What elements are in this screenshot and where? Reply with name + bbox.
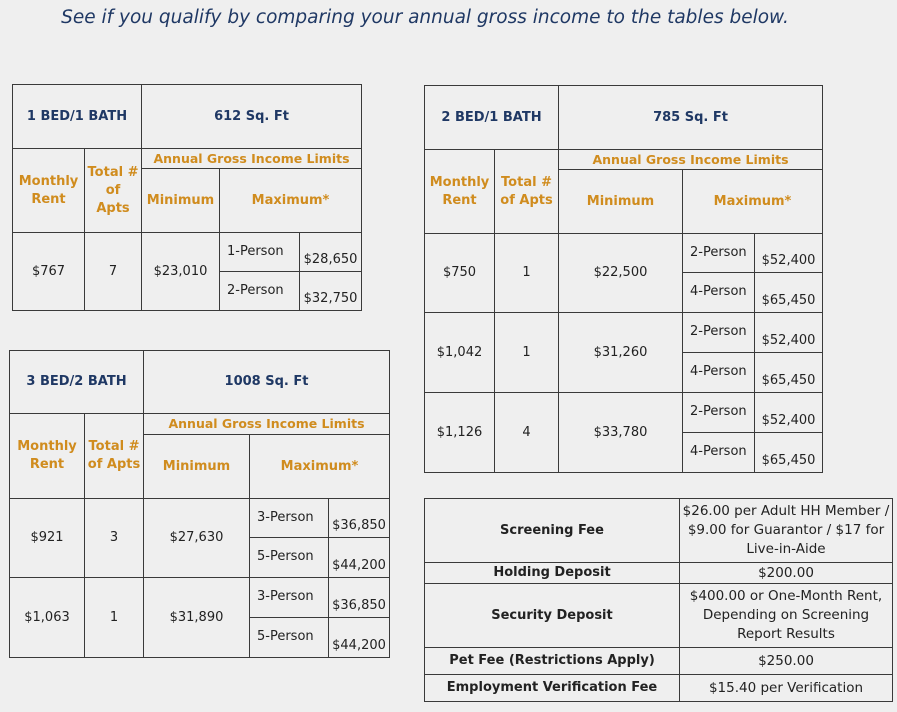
minimum-header: Minimum (559, 170, 683, 234)
unit-sqft: 612 Sq. Ft (142, 85, 362, 149)
max-income: $44,200 (329, 618, 390, 658)
fee-value: $26.00 per Adult HH Member / $9.00 for Guarantor / $17 for Live-in-Aide (680, 499, 893, 563)
fee-value: $15.40 per Verification (680, 675, 893, 702)
max-income: $65,450 (755, 273, 823, 313)
fees-table (424, 498, 893, 702)
max-income: $36,850 (329, 578, 390, 618)
unit-sqft: 1008 Sq. Ft (144, 351, 390, 414)
household-size: 4-Person (683, 353, 755, 393)
agi-limits-header: Annual Gross Income Limits (559, 150, 823, 170)
monthly-rent-header: Monthly Rent (10, 414, 85, 499)
household-size: 4-Person (683, 433, 755, 473)
min-cell: $33,780 (559, 393, 683, 473)
total-apts-header: Total # of Apts (495, 150, 559, 234)
min-cell: $22,500 (559, 234, 683, 313)
household-size: 5-Person (250, 618, 329, 658)
max-income: $52,400 (755, 313, 823, 353)
unit-type: 2 BED/1 BATH (425, 86, 559, 150)
apts-cell: 4 (495, 393, 559, 473)
max-income: $28,650 (300, 233, 362, 272)
agi-limits-header: Annual Gross Income Limits (142, 149, 362, 169)
rent-cell: $1,042 (425, 313, 495, 393)
household-size: 5-Person (250, 538, 329, 578)
total-apts-header: Total # of Apts (85, 149, 142, 233)
household-size: 1-Person (220, 233, 300, 272)
rent-cell: $750 (425, 234, 495, 313)
max-income: $32,750 (300, 272, 362, 311)
rent-cell: $1,063 (10, 578, 85, 658)
fee-label: Screening Fee (425, 499, 680, 563)
maximum-header: Maximum* (220, 169, 362, 233)
rent-cell: $921 (10, 499, 85, 578)
household-size: 2-Person (683, 234, 755, 273)
max-income: $36,850 (329, 499, 390, 538)
monthly-rent-header: Monthly Rent (425, 150, 495, 234)
fee-label: Holding Deposit (425, 563, 680, 584)
apts-cell: 3 (85, 499, 144, 578)
max-income: $65,450 (755, 433, 823, 473)
fee-label: Security Deposit (425, 584, 680, 648)
fee-label: Pet Fee (Restrictions Apply) (425, 648, 680, 675)
fee-value: $400.00 or One-Month Rent, Depending on Screening Report Results (680, 584, 893, 648)
fee-value: $250.00 (680, 648, 893, 675)
monthly-rent-header: Monthly Rent (13, 149, 85, 233)
max-income: $44,200 (329, 538, 390, 578)
table-1bed (12, 84, 362, 311)
household-size: 3-Person (250, 499, 329, 538)
min-cell: $27,630 (144, 499, 250, 578)
household-size: 3-Person (250, 578, 329, 618)
table-2bed (424, 85, 823, 473)
max-income: $52,400 (755, 234, 823, 273)
min-cell: $31,260 (559, 313, 683, 393)
apts-cell: 1 (495, 313, 559, 393)
minimum-header: Minimum (142, 169, 220, 233)
agi-limits-header: Annual Gross Income Limits (144, 414, 390, 435)
page-heading: See if you qualify by comparing your annual gross income to the tables below. (61, 7, 789, 28)
table-3bed (9, 350, 390, 658)
minimum-header: Minimum (144, 435, 250, 499)
apts-cell: 7 (85, 233, 142, 311)
rent-cell: $767 (13, 233, 85, 311)
fee-label: Employment Verification Fee (425, 675, 680, 702)
apts-cell: 1 (495, 234, 559, 313)
apts-cell: 1 (85, 578, 144, 658)
max-income: $65,450 (755, 353, 823, 393)
household-size: 2-Person (683, 393, 755, 433)
rent-cell: $1,126 (425, 393, 495, 473)
min-cell: $31,890 (144, 578, 250, 658)
household-size: 2-Person (220, 272, 300, 311)
unit-sqft: 785 Sq. Ft (559, 86, 823, 150)
unit-type: 1 BED/1 BATH (13, 85, 142, 149)
household-size: 4-Person (683, 273, 755, 313)
total-apts-header: Total # of Apts (85, 414, 144, 499)
fee-value: $200.00 (680, 563, 893, 584)
unit-type: 3 BED/2 BATH (10, 351, 144, 414)
household-size: 2-Person (683, 313, 755, 353)
max-income: $52,400 (755, 393, 823, 433)
maximum-header: Maximum* (250, 435, 390, 499)
maximum-header: Maximum* (683, 170, 823, 234)
min-cell: $23,010 (142, 233, 220, 311)
